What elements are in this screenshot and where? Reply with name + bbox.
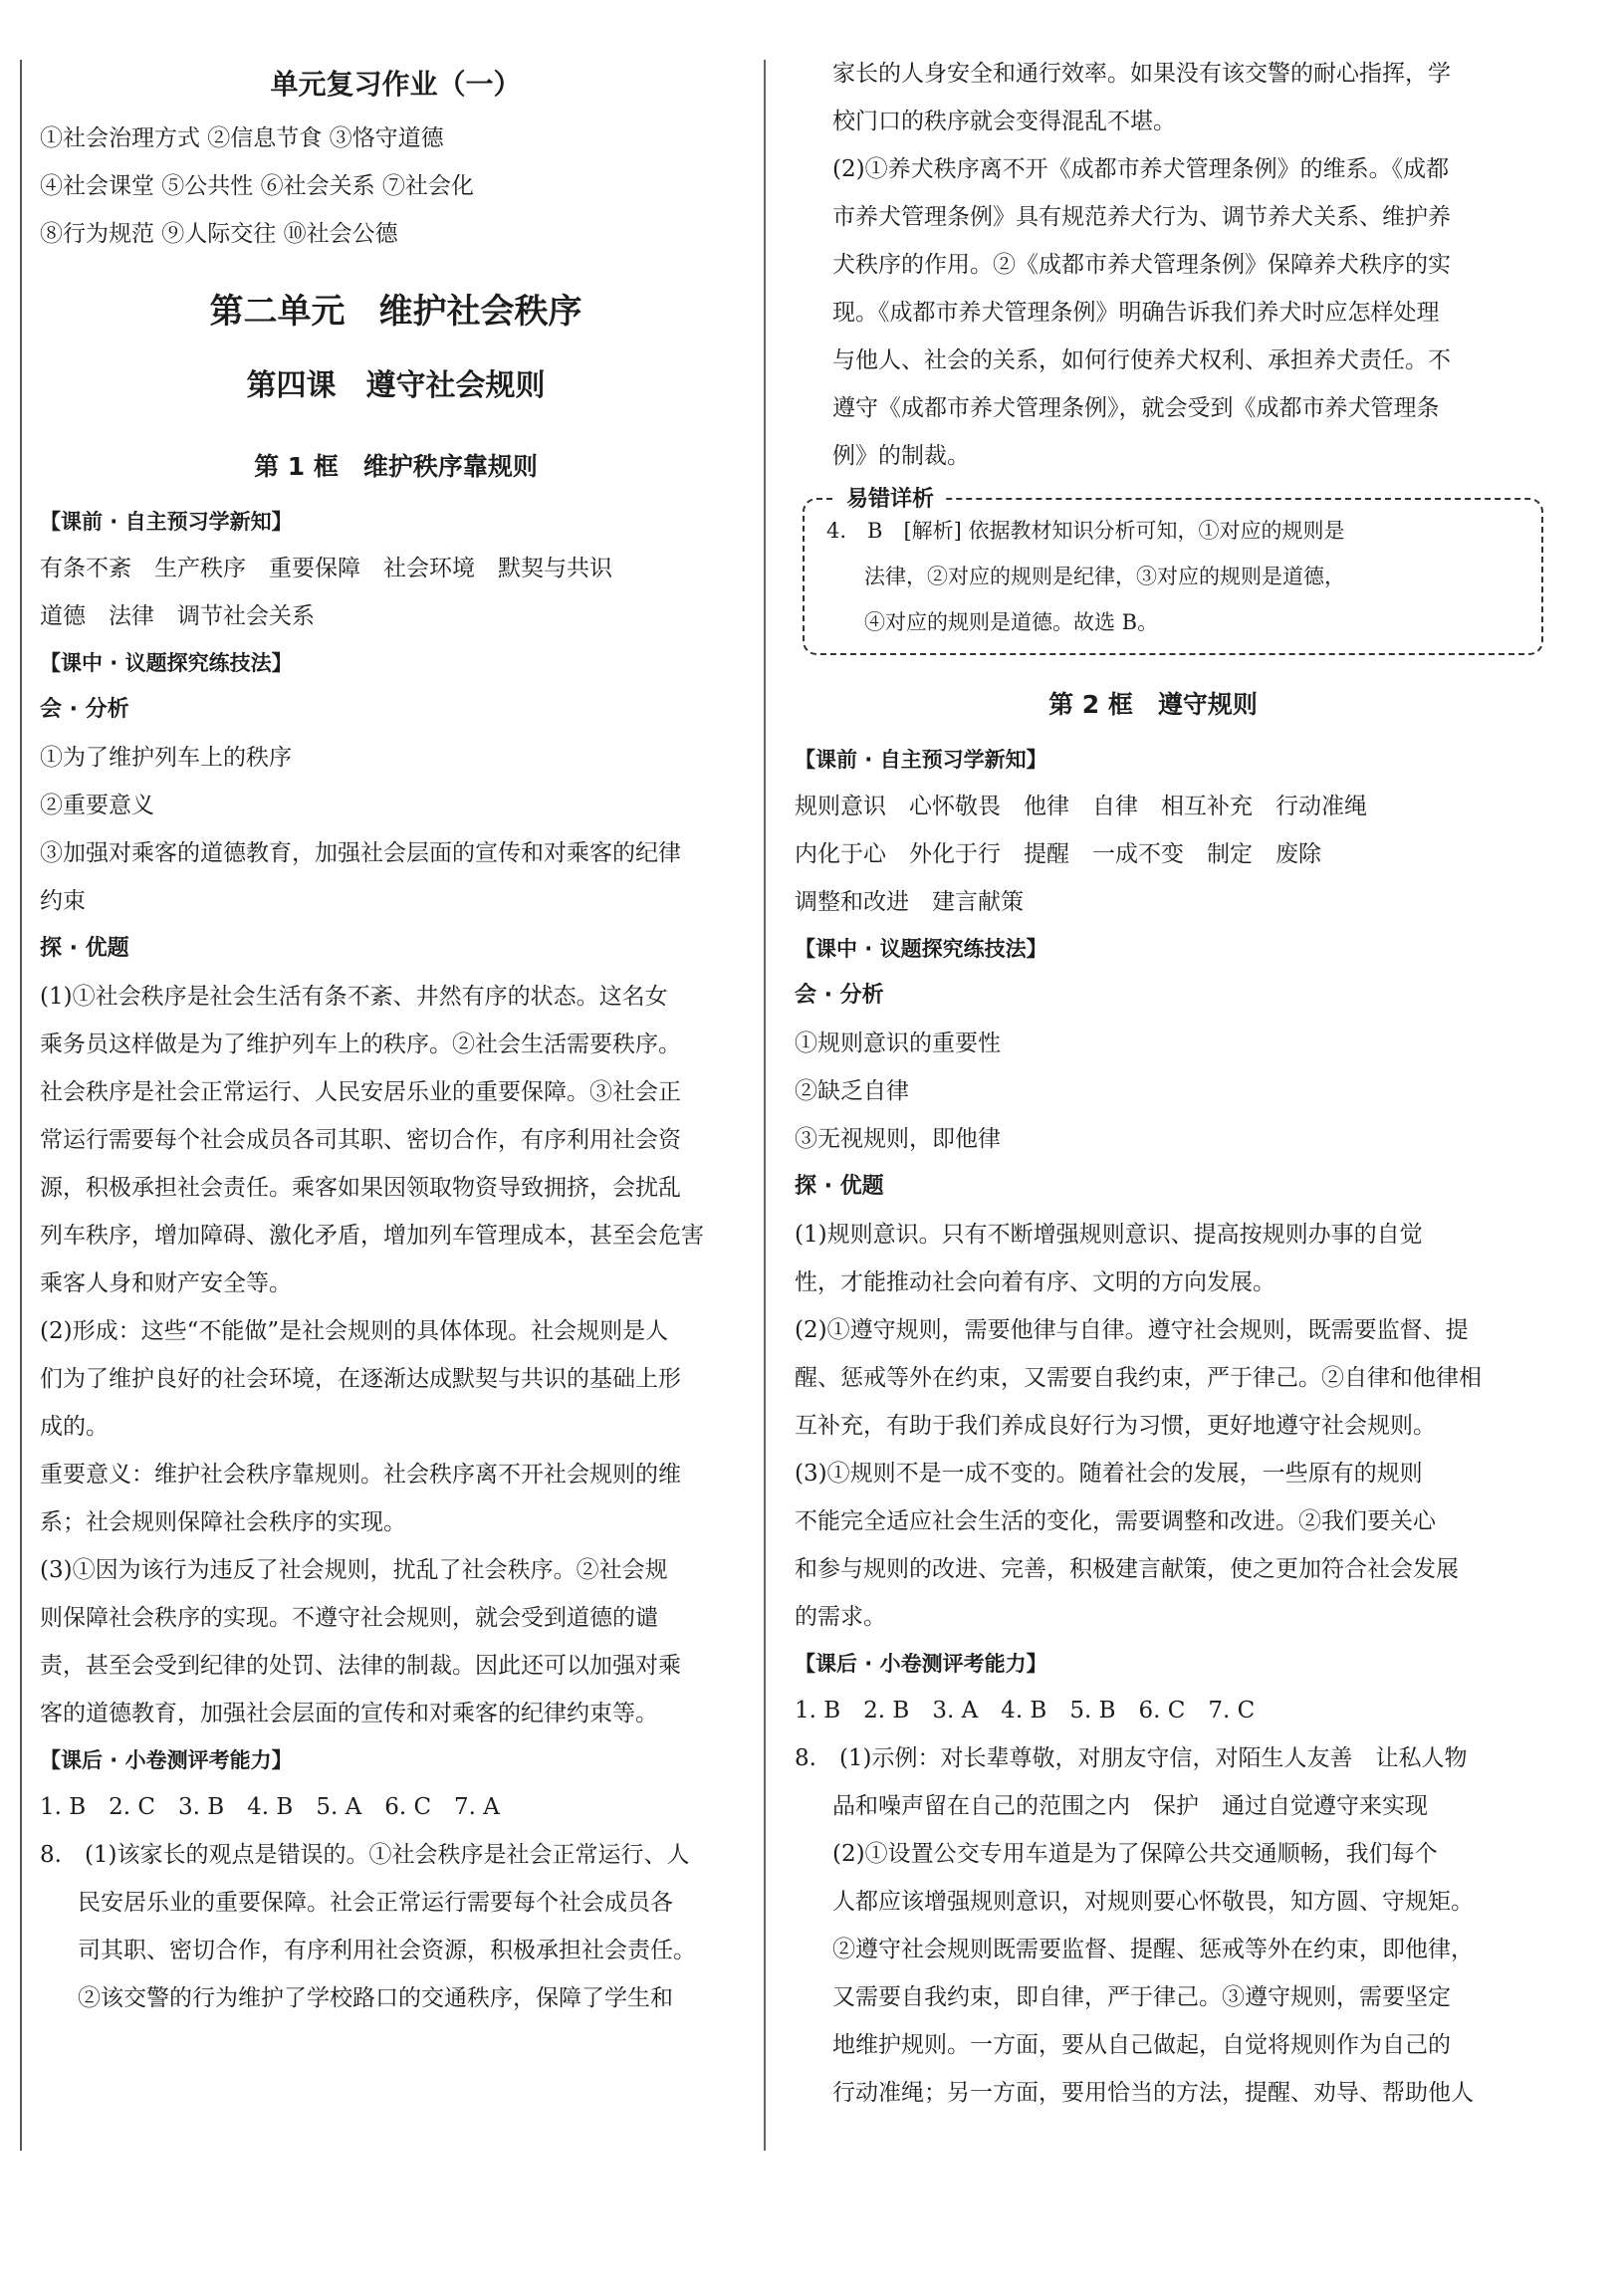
continued-line: 市养犬管理条例》具有规范养犬行为、调节养犬关系、维护养: [832, 204, 1451, 230]
continued-line: 家长的人身安全和通行效率。如果没有该交警的耐心指挥，学: [832, 61, 1451, 87]
explore-line: 源，积极承担社会责任。乘客如果因领取物资导致拥挤，会扰乱: [40, 1175, 681, 1201]
explore-line: (1)规则意识。只有不断增强规则意识、提高按规则办事的自觉: [795, 1222, 1423, 1248]
analysis-line: ②重要意义: [40, 793, 154, 818]
post-class-header: 【课后 · 小卷测评考能力】: [795, 1652, 1047, 1676]
post-class-header: 【课后 · 小卷测评考能力】: [40, 1748, 293, 1772]
error-analysis-title: 易错详析: [836, 482, 944, 513]
left-margin-rule: [20, 60, 22, 2151]
explore-line: (2)①遵守规则，需要他律与自律。遵守社会规则，既需要监督、提: [795, 1317, 1469, 1343]
explore-label: 探 · 优题: [795, 1174, 884, 1199]
q8-line: 8. (1)该家长的观点是错误的。①社会秩序是社会正常运行、人: [40, 1842, 690, 1868]
review-title: 单元复习作业（一）: [270, 68, 522, 101]
q8-line: 司其职、密切合作，有序利用社会资源，积极承担社会责任。: [78, 1938, 696, 1963]
continued-line: 遵守《成都市养犬管理条例》，就会受到《成都市养犬管理条: [832, 395, 1440, 421]
answer-key: 1. B 2. B 3. A 4. B 5. B 6. C 7. C: [795, 1698, 1256, 1723]
explore-line: 社会秩序是社会正常运行、人民安居乐业的重要保障。③社会正: [40, 1079, 681, 1105]
continued-line: 现。《成都市养犬管理条例》明确告诉我们养犬时应怎样处理: [832, 300, 1440, 326]
pre-class-header: 【课前 · 自主预习学新知】: [40, 510, 293, 534]
explore-line: 性，才能推动社会向着有序、文明的方向发展。: [795, 1269, 1275, 1295]
explore-line: 成的。: [40, 1414, 109, 1440]
q8-line: 品和噪声留在自己的范围之内 保护 通过自觉遵守来实现: [832, 1793, 1428, 1819]
error-analysis-line: 法律，②对应的规则是纪律，③对应的规则是道德，: [864, 565, 1345, 588]
explore-line: 责，甚至会受到纪律的处罚、法律的制裁。因此还可以加强对乘: [40, 1653, 681, 1679]
analysis-line: ③加强对乘客的道德教育，加强社会层面的宣传和对乘客的纪律: [40, 840, 681, 866]
q8-line: 又需要自我约束，即自律，严于律己。③遵守规则，需要坚定: [832, 1984, 1451, 2010]
explore-line: 互补充，有助于我们养成良好行为习惯，更好地遵守社会规则。: [795, 1413, 1436, 1439]
explore-line: 们为了维护良好的社会环境，在逐渐达成默契与共识的基础上形: [40, 1366, 681, 1392]
analysis-label: 会 · 分析: [795, 983, 884, 1008]
continued-line: 校门口的秩序就会变得混乱不堪。: [832, 109, 1176, 134]
mid-class-header: 【课中 · 议题探究练技法】: [40, 651, 293, 675]
explore-line: 的需求。: [795, 1604, 886, 1630]
explore-line: 重要意义：维护社会秩序靠规则。社会秩序离不开社会规则的维: [40, 1462, 681, 1488]
explore-line: 和参与规则的改进、完善，积极建言献策，使之更加符合社会发展: [795, 1556, 1459, 1582]
error-analysis-box: [803, 487, 1543, 655]
analysis-line: ②缺乏自律: [795, 1078, 909, 1104]
q8-line: 行动准绳；另一方面，要用恰当的方法，提醒、劝导、帮助他人: [832, 2080, 1474, 2106]
q8-line: 人都应该增强规则意识，对规则要心怀敬畏，知方圆、守规矩。: [832, 1889, 1474, 1915]
explore-line: 系；社会规则保障社会秩序的实现。: [40, 1509, 406, 1535]
explore-line: 乘务员这样做是为了维护列车上的秩序。②社会生活需要秩序。: [40, 1032, 681, 1057]
explore-line: 列车秩序，增加障碍、激化矛盾，增加列车管理成本，甚至会危害: [40, 1223, 704, 1249]
review-line: ①社会治理方式 ②信息节食 ③恪守道德: [40, 125, 444, 151]
explore-line: (3)①规则不是一成不变的。随着社会的发展，一些原有的规则: [795, 1461, 1423, 1487]
q8-line: 8. (1)示例：对长辈尊敬，对朋友守信，对陌生人友善 让私人物: [795, 1745, 1468, 1771]
explore-line: 不能完全适应社会生活的变化，需要调整和改进。②我们要关心: [795, 1508, 1436, 1534]
left-column: [40, 55, 752, 2022]
analysis-label: 会 · 分析: [40, 697, 129, 722]
right-column: [795, 50, 1511, 2117]
pre-class-line: 有条不紊 生产秩序 重要保障 社会环境 默契与共识: [40, 556, 612, 581]
error-analysis-line: 4. B [解析] 依据教材知识分析可知，①对应的规则是: [826, 519, 1345, 543]
explore-line: (3)①因为该行为违反了社会规则，扰乱了社会秩序。②社会规: [40, 1557, 668, 1583]
pre-class-line: 道德 法律 调节社会关系: [40, 603, 315, 629]
explore-line: 乘客人身和财产安全等。: [40, 1270, 292, 1296]
q8-line: 地维护规则。一方面，要从自己做起，自觉将规则作为自己的: [832, 2032, 1451, 2058]
continued-line: 例》的制裁。: [832, 443, 970, 469]
analysis-line: ①为了维护列车上的秩序: [40, 745, 292, 771]
q8-line: 民安居乐业的重要保障。社会正常运行需要每个社会成员各: [78, 1890, 673, 1916]
continued-line: (2)①养犬秩序离不开《成都市养犬管理条例》的维系。《成都: [832, 156, 1450, 182]
mid-class-header: 【课中 · 议题探究练技法】: [795, 937, 1047, 961]
explore-label: 探 · 优题: [40, 936, 129, 961]
column-divider: [764, 60, 766, 2151]
frame-title: 第 1 框 维护秩序靠规则: [254, 452, 538, 481]
q8-line: ②该交警的行为维护了学校路口的交通秩序，保障了学生和: [78, 1985, 673, 2011]
q8-line: ②遵守社会规则既需要监督、提醒、惩戒等外在约束，即他律，: [832, 1937, 1474, 1962]
pre-class-header: 【课前 · 自主预习学新知】: [795, 748, 1047, 772]
explore-line: 客的道德教育，加强社会层面的宣传和对乘客的纪律约束等。: [40, 1701, 658, 1726]
answer-key: 1. B 2. C 3. B 4. B 5. A 6. C 7. A: [40, 1794, 500, 1820]
explore-line: (2)形成：这些“不能做”是社会规则的具体体现。社会规则是人: [40, 1318, 669, 1344]
unit-title: 第二单元 维护社会秩序: [209, 292, 582, 332]
error-analysis-line: ④对应的规则是道德。故选 B。: [864, 610, 1159, 634]
lesson-title: 第四课 遵守社会规则: [246, 368, 546, 403]
pre-class-line: 规则意识 心怀敬畏 他律 自律 相互补充 行动准绳: [795, 794, 1367, 819]
frame-title: 第 2 框 遵守规则: [1048, 690, 1258, 719]
continued-line: 与他人、社会的关系，如何行使养犬权利、承担养犬责任。不: [832, 347, 1451, 373]
review-line: ④社会课堂 ⑤公共性 ⑥社会关系 ⑦社会化: [40, 173, 474, 199]
explore-line: 常运行需要每个社会成员各司其职、密切合作，有序利用社会资: [40, 1127, 681, 1153]
explore-line: 则保障社会秩序的实现。不遵守社会规则，就会受到道德的谴: [40, 1605, 658, 1631]
q8-line: (2)①设置公交专用车道是为了保障公共交通顺畅，我们每个: [832, 1841, 1438, 1867]
review-line: ⑧行为规范 ⑨人际交往 ⑩社会公德: [40, 221, 398, 247]
analysis-line: ③无视规则，即他律: [795, 1126, 1001, 1152]
pre-class-line: 内化于心 外化于行 提醒 一成不变 制定 废除: [795, 841, 1321, 867]
analysis-line: 约束: [40, 888, 86, 914]
continued-line: 犬秩序的作用。②《成都市养犬管理条例》保障养犬秩序的实: [832, 252, 1451, 278]
explore-line: (1)①社会秩序是社会生活有条不紊、井然有序的状态。这名女: [40, 984, 668, 1010]
pre-class-line: 调整和改进 建言献策: [795, 889, 1024, 915]
explore-line: 醒、惩戒等外在约束，又需要自我约束，严于律己。②自律和他律相: [795, 1365, 1482, 1391]
analysis-line: ①规则意识的重要性: [795, 1031, 1001, 1056]
